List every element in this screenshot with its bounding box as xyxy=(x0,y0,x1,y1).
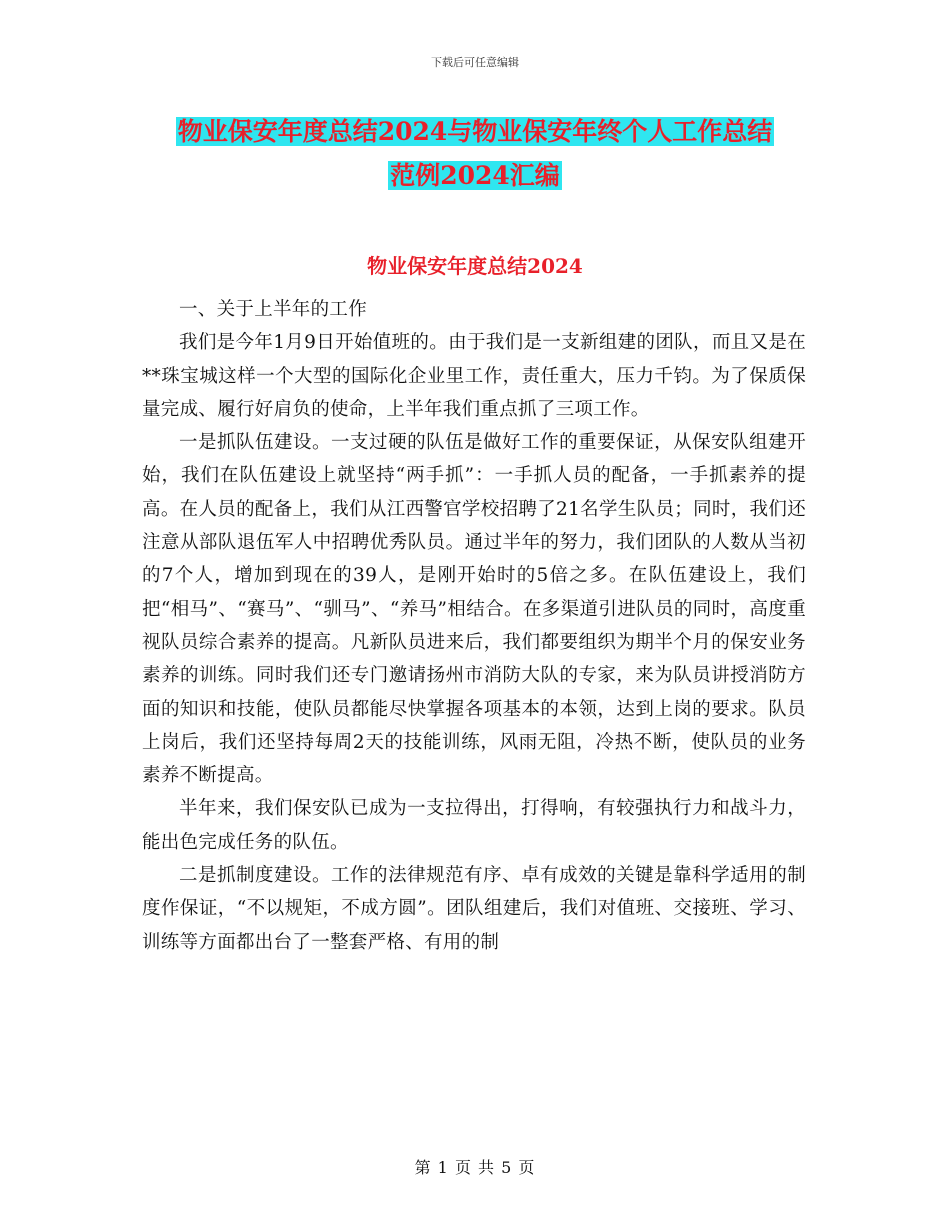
paragraph-2: 一是抓队伍建设。一支过硬的队伍是做好工作的重要保证，从保安队组建开始，我们在队伍建设上就坚持“两手抓”：一手抓人员的配备，一手抓素养的提高。在人员的配备上，我们从江西警官学校招聘了21名学生队员；同时，我们还注意从部队退伍军人中招聘优秀队员。通过半年的努力，我们团队的人数从当初的7个人，增加到现在的39人，是刚开始时的5倍之多。在队伍建设上，我们把“相马”、“赛马”、“驯马”、“养马”相结合。在多渠道引进队员的同时，高度重视队员综合素养的提高。凡新队员进来后，我们都要组织为期半个月的保安业务素养的训练。同时我们还专门邀请扬州市消防大队的专家，来为队员讲授消防方面的知识和技能，使队员都能尽快掌握各项基本的本领，达到上岗的要求。队员上岗后，我们还坚持每周2天的技能训练，风雨无阻，冷热不断，使队员的业务素养不断提高。 xyxy=(142,432,806,787)
section-title: 物业保安年度总结2024 xyxy=(367,254,583,278)
document-title xyxy=(60,110,890,198)
header-note: 下载后可任意编辑 xyxy=(431,56,519,69)
title-line-1: 物业保安年度总结2024与物业保安年终个人工作总结 xyxy=(177,117,773,146)
paragraph-1: 我们是今年1月9日开始值班的。由于我们是一支新组建的团队，而且又是在**珠宝城这样一个大型的国际化企业里工作，责任重大，压力千钧。为了保质保量完成、履行好肩负的使命，上半年我们重点抓了三项工作。 xyxy=(142,332,806,420)
document-body xyxy=(142,293,806,959)
paragraph-3: 半年来，我们保安队已成为一支拉得出，打得响，有较强执行力和战斗力，能出色完成任务的队伍。 xyxy=(142,798,806,853)
title-line-2: 范例2024汇编 xyxy=(390,161,560,190)
body-heading: 一、关于上半年的工作 xyxy=(179,299,368,320)
page-footer: 第 1 页 共 5 页 xyxy=(414,1158,536,1177)
paragraph-4: 二是抓制度建设。工作的法律规范有序、卓有成效的关键是靠科学适用的制度作保证，“不以规矩，不成方圆”。团队组建后，我们对值班、交接班、学习、训练等方面都出台了一整套严格、有用的制 xyxy=(142,865,806,953)
